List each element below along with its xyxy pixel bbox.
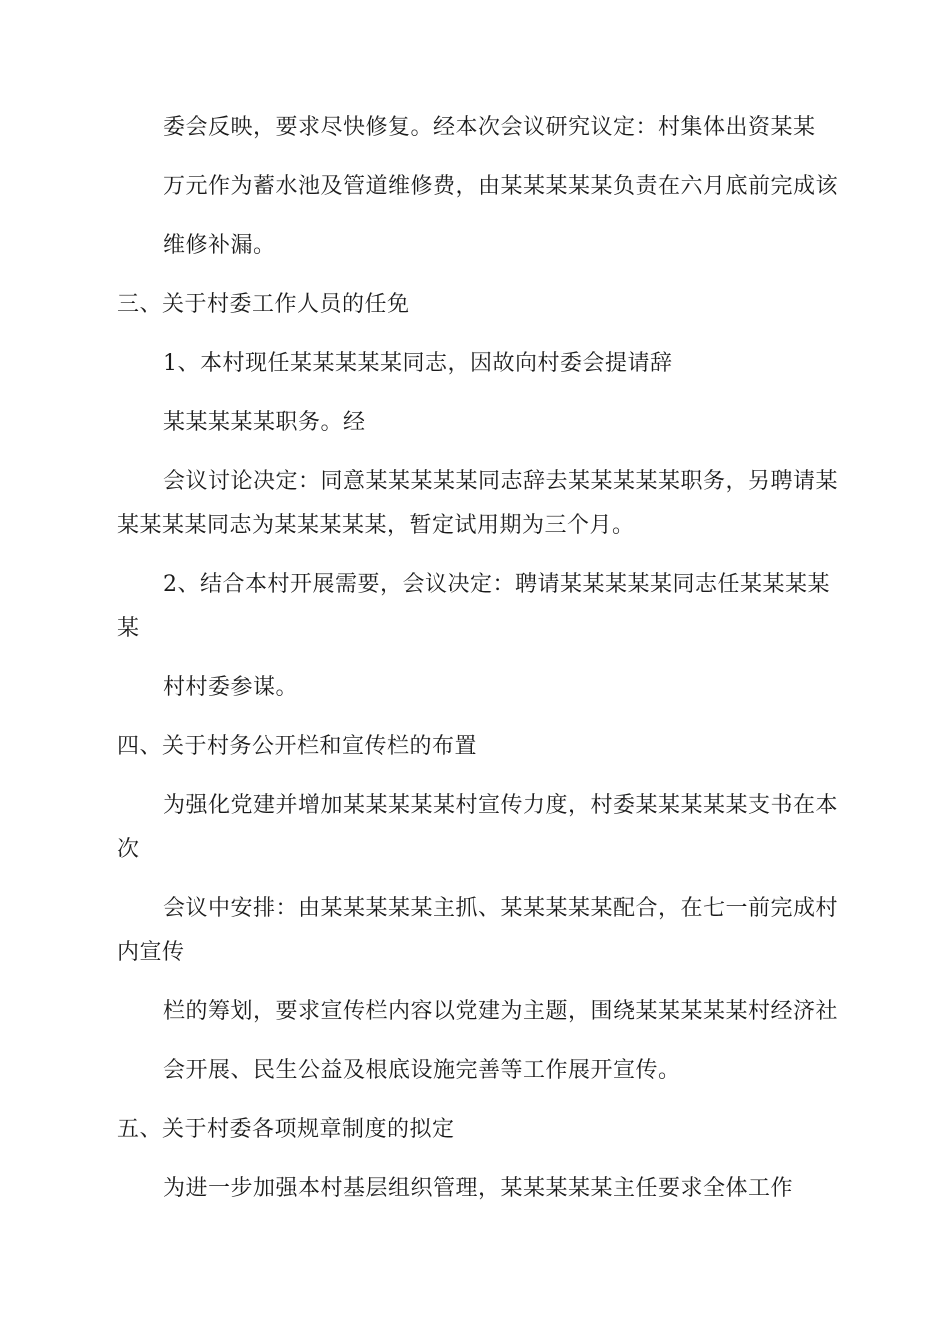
paragraph-line: 会议讨论决定：同意某某某某某同志辞去某某某某某职务，另聘请某 bbox=[163, 469, 839, 494]
paragraph-line: 维修补漏。 bbox=[163, 233, 276, 258]
paragraph-line: 会开展、民生公益及根底设施完善等工作展开宣传。 bbox=[163, 1058, 681, 1083]
paragraph-line: 某某某某同志为某某某某某，暂定试用期为三个月。 bbox=[117, 513, 635, 538]
paragraph-line: 会议中安排：由某某某某某主抓、某某某某某配合，在七一前完成村 bbox=[163, 896, 839, 921]
paragraph-line: 2、结合本村开展需要，会议决定：聘请某某某某某同志任某某某某 bbox=[163, 572, 830, 597]
paragraph-line: 为进一步加强本村基层组织管理，某某某某某主任要求全体工作 bbox=[163, 1176, 794, 1201]
paragraph-line: 某某某某某职务。经 bbox=[163, 410, 366, 435]
paragraph-line: 某 bbox=[117, 616, 140, 641]
paragraph-line: 委会反映，要求尽快修复。经本次会议研究议定：村集体出资某某 bbox=[163, 115, 816, 140]
paragraph-line: 栏的筹划，要求宣传栏内容以党建为主题，围绕某某某某某村经济社 bbox=[163, 999, 839, 1024]
section-heading: 四、关于村务公开栏和宣传栏的布置 bbox=[117, 734, 478, 759]
paragraph-line: 万元作为蓄水池及管道维修费，由某某某某某负责在六月底前完成该 bbox=[163, 174, 839, 199]
section-heading: 五、关于村委各项规章制度的拟定 bbox=[117, 1117, 455, 1142]
paragraph-line: 内宣传 bbox=[117, 940, 185, 965]
paragraph-line: 为强化党建并增加某某某某某村宣传力度，村委某某某某某支书在本 bbox=[163, 793, 839, 818]
paragraph-line: 次 bbox=[117, 837, 140, 862]
section-heading: 三、关于村委工作人员的任免 bbox=[117, 292, 410, 317]
paragraph-line: 村村委参谋。 bbox=[163, 675, 299, 700]
paragraph-line: 1、本村现任某某某某某同志，因故向村委会提请辞 bbox=[163, 351, 673, 376]
